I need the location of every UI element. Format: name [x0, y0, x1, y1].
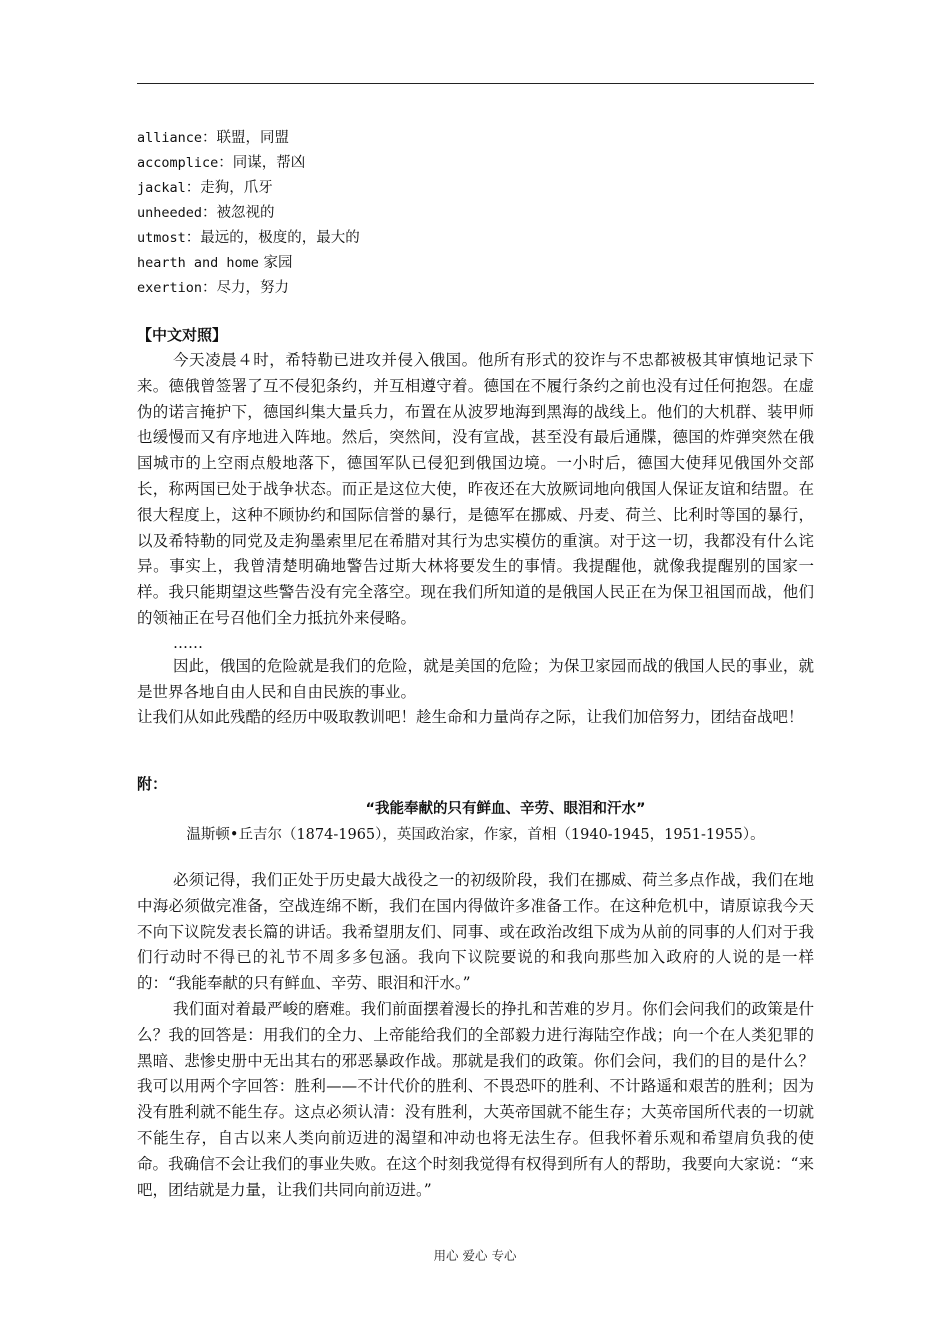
vocab-item: [137, 151, 814, 176]
vocab-meaning: 家园: [258, 255, 293, 271]
vocab-term: utmost: [137, 230, 186, 246]
vocab-item: [137, 176, 814, 201]
vocab-meaning: ：同谋，帮凶: [218, 155, 306, 171]
vocab-meaning: ：被忽视的: [202, 205, 275, 221]
speech-author: 温斯顿•丘吉尔（1874-1965），英国政治家，作家，首相（1940-1945，1951-1955）。: [186, 827, 765, 843]
speech-title: “我能奉献的只有鲜血、辛劳、眼泪和汗水”: [365, 801, 646, 817]
vocab-term: exertion: [137, 280, 203, 296]
vocabulary-list: [137, 126, 814, 301]
section-heading: 【中文对照】: [137, 326, 228, 344]
vocab-meaning: ：最远的，极度的，最大的: [185, 230, 360, 246]
vocab-term: hearth and home: [137, 255, 259, 271]
header-rule: [137, 83, 814, 84]
appendix-label: 附：: [137, 775, 168, 793]
vocab-term: unheeded: [137, 205, 203, 221]
vocab-item: [137, 251, 814, 276]
spacer: [137, 848, 814, 868]
paragraph: 必须记得，我们正处于历史最大战役之一的初级阶段，我们在挪威、荷兰多点作战，我们在地中海必须做完准备，空战连绵不断，我们在国内得做许多准备工作。在这种危机中，请原谅我今天不向下议院发表长篇的讲话。我希望朋友们、同事、或在政治改组下成为从前的同事的人们对于我们行动时不得已的礼节不周多多包涵。我向下议院要说的和我向那些加入政府的人说的是一样的：“我能奉献的只有鲜血、辛劳、眼泪和汗水。”: [137, 871, 814, 993]
page-footer: 用心 爱心 专心: [433, 1248, 517, 1263]
paragraph: 我们面对着最严峻的磨难。我们前面摆着漫长的挣扎和苦难的岁月。你们会问我们的政策是什么？我的回答是：用我们的全力、上帝能给我们的全部毅力进行海陆空作战；向一个在人类犯罪的黑暗、悲惨史册中无出其右的邪恶暴政作战。那就是我们的政策。你们会问，我们的目的是什么？我可以用两个字回答：胜利——不计代价的胜利、不畏恐吓的胜利、不计路遥和艰苦的胜利；因为没有胜利就不能生存。这点必须认清：没有胜利，大英帝国就不能生存；大英帝国所代表的一切就不能生存，自古以来人类向前迈进的渴望和冲动也将无法生存。但我怀着乐观和希望肩负我的使命。我确信不会让我们的事业失败。在这个时刻我觉得有权得到所有人的帮助，我要向大家说：“来吧，团结就是力量，让我们共同向前迈进。”: [137, 999, 814, 1199]
vocab-item: [137, 226, 814, 251]
vocab-meaning: ：尽力，努力: [202, 280, 290, 296]
vocab-item: [137, 126, 814, 151]
vocab-item: [137, 276, 814, 301]
paragraph: 让我们从如此残酷的经历中吸取教训吧！趁生命和力量尚存之际，让我们加倍努力，团结奋战吧！: [137, 708, 804, 727]
vocab-term: accomplice: [137, 155, 219, 171]
vocab-meaning: ：走狗，爪牙: [185, 180, 273, 196]
ellipsis: ……: [173, 633, 203, 652]
vocab-meaning: ：联盟，同盟: [202, 130, 290, 146]
paragraph: 因此，俄国的危险就是我们的危险，就是美国的危险；为保卫家园而战的俄国人民的事业，就是世界各地自由人民和自由民族的事业。: [137, 656, 814, 701]
vocab-item: [137, 201, 814, 226]
vocab-term: alliance: [137, 130, 203, 146]
vocab-term: jackal: [137, 180, 186, 196]
chinese-translation-section: [137, 323, 814, 731]
paragraph: 今天凌晨４时，希特勒已进攻并侵入俄国。他所有形式的狡诈与不忠都被极其审慎地记录下来。德俄曾签署了互不侵犯条约，并互相遵守着。德国在不履行条约之前也没有过任何抱怨。在虚伪的诺言掩护下，德国纠集大量兵力，布置在从波罗地海到黑海的战线上。他们的大机群、装甲师也缓慢而又有序地进入阵地。然后，突然间，没有宣战，甚至没有最后通牒，德国的炸弹突然在俄国城市的上空雨点般地落下，德国军队已侵犯到俄国边境。一小时后，德国大使拜见俄国外交部长，称两国已处于战争状态。而正是这位大使，昨夜还在大放厥词地向俄国人保证友谊和结盟。在很大程度上，这种不顾协约和国际信誉的暴行，是德军在挪威、丹麦、荷兰、比利时等国的暴行，以及希特勒的同党及走狗墨索里尼在希腊对其行为忠实模仿的重演。对于这一切，我都没有什么诧异。事实上，我曾清楚明确地警告过斯大林将要发生的事情。我提醒他，就像我提醒别的国家一样。我只能期望这些警告没有完全落空。现在我们所知道的是俄国人民正在为保卫祖国而战，他们的领袖正在号召他们全力抵抗外来侵略。: [137, 351, 814, 627]
appendix-section: [137, 772, 814, 1203]
